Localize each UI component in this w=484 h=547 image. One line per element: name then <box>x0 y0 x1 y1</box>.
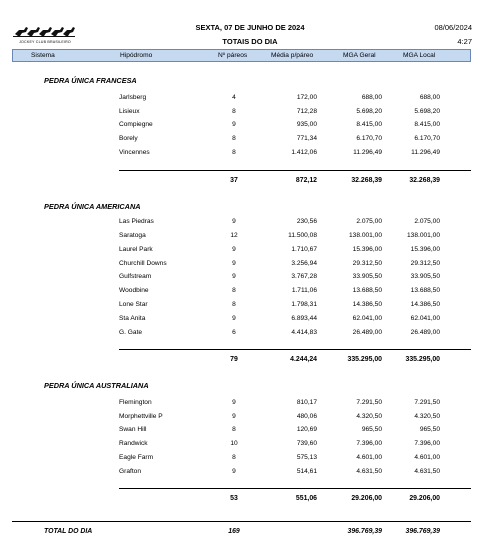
mga-geral-cell: 4.601,00 <box>356 454 382 461</box>
n-pareos-cell: 4 <box>232 94 236 101</box>
table-row <box>0 454 484 468</box>
table-row <box>0 232 484 246</box>
section-divider <box>119 349 471 350</box>
media-cell: 230,56 <box>296 218 317 225</box>
grand-total-n-pareos: 169 <box>228 528 240 535</box>
mga-local-cell: 138.001,00 <box>406 232 440 239</box>
total-mga-local: 29.206,00 <box>409 495 440 502</box>
n-pareos-cell: 9 <box>232 315 236 322</box>
table-row <box>0 273 484 287</box>
mga-local-cell: 7.291,50 <box>414 399 440 406</box>
mga-local-cell: 33.905,50 <box>410 273 440 280</box>
mga-geral-cell: 33.905,50 <box>352 273 382 280</box>
section-total-row <box>0 495 484 509</box>
mga-local-cell: 11.296,49 <box>411 149 440 156</box>
mga-geral-cell: 4.320,50 <box>356 413 382 420</box>
table-row <box>0 315 484 329</box>
mga-local-cell: 5.698,20 <box>414 108 440 115</box>
mga-geral-cell: 7.396,00 <box>356 440 382 447</box>
grand-total-label: TOTAL DO DIA <box>44 528 93 535</box>
media-cell: 11.500,08 <box>288 232 317 239</box>
n-pareos-cell: 8 <box>232 454 236 461</box>
mga-geral-cell: 26.489,00 <box>352 329 382 336</box>
grand-total-mga-geral: 396.769,39 <box>347 528 382 535</box>
table-row <box>0 329 484 343</box>
section-title: PEDRA ÚNICA FRANCESA <box>44 76 137 85</box>
n-pareos-cell: 9 <box>232 273 236 280</box>
hipodromo-cell: Sta Anita <box>119 315 146 322</box>
n-pareos-cell: 8 <box>232 108 236 115</box>
mga-local-cell: 29.312,50 <box>410 260 440 267</box>
total-n-pareos: 53 <box>230 495 238 502</box>
mga-local-cell: 26.489,00 <box>410 329 440 336</box>
column-header-bar <box>12 49 471 62</box>
n-pareos-cell: 9 <box>232 468 236 475</box>
mga-local-cell: 4.631,50 <box>414 468 440 475</box>
media-cell: 712,28 <box>296 108 317 115</box>
mga-local-cell: 965,50 <box>419 426 440 433</box>
media-cell: 771,34 <box>296 135 317 142</box>
media-cell: 1.412,06 <box>291 149 317 156</box>
col-media: Média p/páreo <box>271 52 314 59</box>
n-pareos-cell: 6 <box>232 329 236 336</box>
total-n-pareos: 37 <box>230 177 238 184</box>
col-n-pareos: Nº páreos <box>218 52 248 59</box>
media-cell: 120,69 <box>296 426 317 433</box>
table-row <box>0 426 484 440</box>
hipodromo-cell: Swan Hill <box>119 426 147 433</box>
hipodromo-cell: Lone Star <box>119 301 148 308</box>
n-pareos-cell: 8 <box>232 301 236 308</box>
n-pareos-cell: 8 <box>232 149 236 156</box>
logo-text: JOCKEY CLUB BRASILEIRO <box>19 40 71 44</box>
mga-geral-cell: 29.312,50 <box>352 260 382 267</box>
print-time: 4:27 <box>457 37 472 46</box>
section-total-row <box>0 177 484 191</box>
table-row <box>0 108 484 122</box>
total-mga-local: 335.295,00 <box>405 356 440 363</box>
col-hipodromo: Hipódromo <box>120 52 153 59</box>
total-media: 872,12 <box>295 177 317 184</box>
media-cell: 810,17 <box>296 399 317 406</box>
mga-geral-cell: 62.041,00 <box>352 315 382 322</box>
hipodromo-cell: Eagle Farm <box>119 454 154 461</box>
hipodromo-cell: Gulfstream <box>119 273 152 280</box>
media-cell: 514,61 <box>296 468 317 475</box>
table-row <box>0 149 484 163</box>
table-row <box>0 301 484 315</box>
grand-total-divider <box>12 521 471 522</box>
total-media: 551,06 <box>295 495 317 502</box>
section-divider <box>119 488 471 489</box>
hipodromo-cell: Churchill Downs <box>119 260 167 267</box>
media-cell: 480,06 <box>296 413 317 420</box>
mga-geral-cell: 138.001,00 <box>348 232 382 239</box>
media-cell: 172,00 <box>296 94 317 101</box>
mga-local-cell: 13.688,50 <box>410 287 440 294</box>
report-date-title: SEXTA, 07 DE JUNHO DE 2024 <box>195 23 305 32</box>
total-media: 4.244,24 <box>290 356 317 363</box>
section-divider <box>119 170 471 171</box>
total-mga-local: 32.268,39 <box>409 177 440 184</box>
hipodromo-cell: Saratoga <box>119 232 146 239</box>
table-row <box>0 218 484 232</box>
hipodromo-cell: Flemington <box>119 399 152 406</box>
mga-geral-cell: 688,00 <box>361 94 382 101</box>
n-pareos-cell: 8 <box>232 287 236 294</box>
grand-total-row <box>0 528 484 542</box>
mga-local-cell: 15.396,00 <box>410 246 440 253</box>
media-cell: 739,60 <box>296 440 317 447</box>
mga-local-cell: 14.386,50 <box>410 301 440 308</box>
grand-total-mga-local: 396.769,39 <box>405 528 440 535</box>
mga-local-cell: 4.320,50 <box>414 413 440 420</box>
media-cell: 3.256,94 <box>291 260 317 267</box>
mga-geral-cell: 4.631,50 <box>356 468 382 475</box>
table-row <box>0 121 484 135</box>
mga-local-cell: 6.170,70 <box>414 135 440 142</box>
section-title: PEDRA ÚNICA AUSTRALIANA <box>44 381 149 390</box>
media-cell: 575,13 <box>296 454 317 461</box>
mga-geral-cell: 6.170,70 <box>356 135 382 142</box>
section-total-row <box>0 356 484 370</box>
mga-local-cell: 62.041,00 <box>410 315 440 322</box>
table-row <box>0 94 484 108</box>
mga-local-cell: 2.075,00 <box>414 218 440 225</box>
media-cell: 1.798,31 <box>291 301 317 308</box>
n-pareos-cell: 9 <box>232 399 236 406</box>
table-row <box>0 246 484 260</box>
n-pareos-cell: 12 <box>230 232 238 239</box>
mga-geral-cell: 8.415,00 <box>356 121 382 128</box>
hipodromo-cell: Randwick <box>119 440 148 447</box>
mga-geral-cell: 11.296,49 <box>353 149 382 156</box>
hipodromo-cell: Grafton <box>119 468 141 475</box>
hipodromo-cell: Jarlsberg <box>119 94 147 101</box>
table-row <box>0 440 484 454</box>
media-cell: 935,00 <box>296 121 317 128</box>
col-sistema: Sistema <box>31 52 55 59</box>
table-row <box>0 135 484 149</box>
col-mga-local: MGA Local <box>403 52 436 59</box>
mga-geral-cell: 14.386,50 <box>352 301 382 308</box>
hipodromo-cell: G. Gate <box>119 329 143 336</box>
mga-geral-cell: 7.291,50 <box>356 399 382 406</box>
total-n-pareos: 79 <box>230 356 238 363</box>
print-date: 08/06/2024 <box>434 23 472 32</box>
total-mga-geral: 29.206,00 <box>351 495 382 502</box>
table-row <box>0 413 484 427</box>
hipodromo-cell: Morphettville P <box>119 413 163 420</box>
mga-geral-cell: 13.688,50 <box>352 287 382 294</box>
n-pareos-cell: 9 <box>232 260 236 267</box>
media-cell: 4.414,83 <box>291 329 317 336</box>
n-pareos-cell: 9 <box>232 413 236 420</box>
racehorses-icon <box>13 24 75 40</box>
mga-local-cell: 7.396,00 <box>414 440 440 447</box>
mga-local-cell: 688,00 <box>419 94 440 101</box>
n-pareos-cell: 9 <box>232 121 236 128</box>
table-row <box>0 468 484 482</box>
total-mga-geral: 335.295,00 <box>347 356 382 363</box>
n-pareos-cell: 8 <box>232 426 236 433</box>
n-pareos-cell: 8 <box>232 135 236 142</box>
hipodromo-cell: Lisieux <box>119 108 140 115</box>
mga-local-cell: 4.601,00 <box>414 454 440 461</box>
hipodromo-cell: Vincennes <box>119 149 150 156</box>
mga-geral-cell: 5.698,20 <box>356 108 382 115</box>
hipodromo-cell: Laurel Park <box>119 246 153 253</box>
hipodromo-cell: Las Piedras <box>119 218 154 225</box>
table-row <box>0 287 484 301</box>
report-subtitle: TOTAIS DO DIA <box>222 37 278 46</box>
n-pareos-cell: 9 <box>232 246 236 253</box>
n-pareos-cell: 10 <box>230 440 238 447</box>
hipodromo-cell: Woodbine <box>119 287 149 294</box>
section-title: PEDRA ÚNICA AMERICANA <box>44 202 141 211</box>
media-cell: 3.767,28 <box>291 273 317 280</box>
media-cell: 1.710,67 <box>291 246 317 253</box>
table-row <box>0 260 484 274</box>
mga-geral-cell: 15.396,00 <box>352 246 382 253</box>
mga-local-cell: 8.415,00 <box>414 121 440 128</box>
col-mga-geral: MGA Geral <box>343 52 376 59</box>
hipodromo-cell: Borely <box>119 135 138 142</box>
total-mga-geral: 32.268,39 <box>351 177 382 184</box>
table-row <box>0 399 484 413</box>
hipodromo-cell: Compiegne <box>119 121 153 128</box>
n-pareos-cell: 9 <box>232 218 236 225</box>
mga-geral-cell: 2.075,00 <box>356 218 382 225</box>
mga-geral-cell: 965,50 <box>361 426 382 433</box>
media-cell: 6.893,44 <box>291 315 317 322</box>
media-cell: 1.711,06 <box>291 287 317 294</box>
